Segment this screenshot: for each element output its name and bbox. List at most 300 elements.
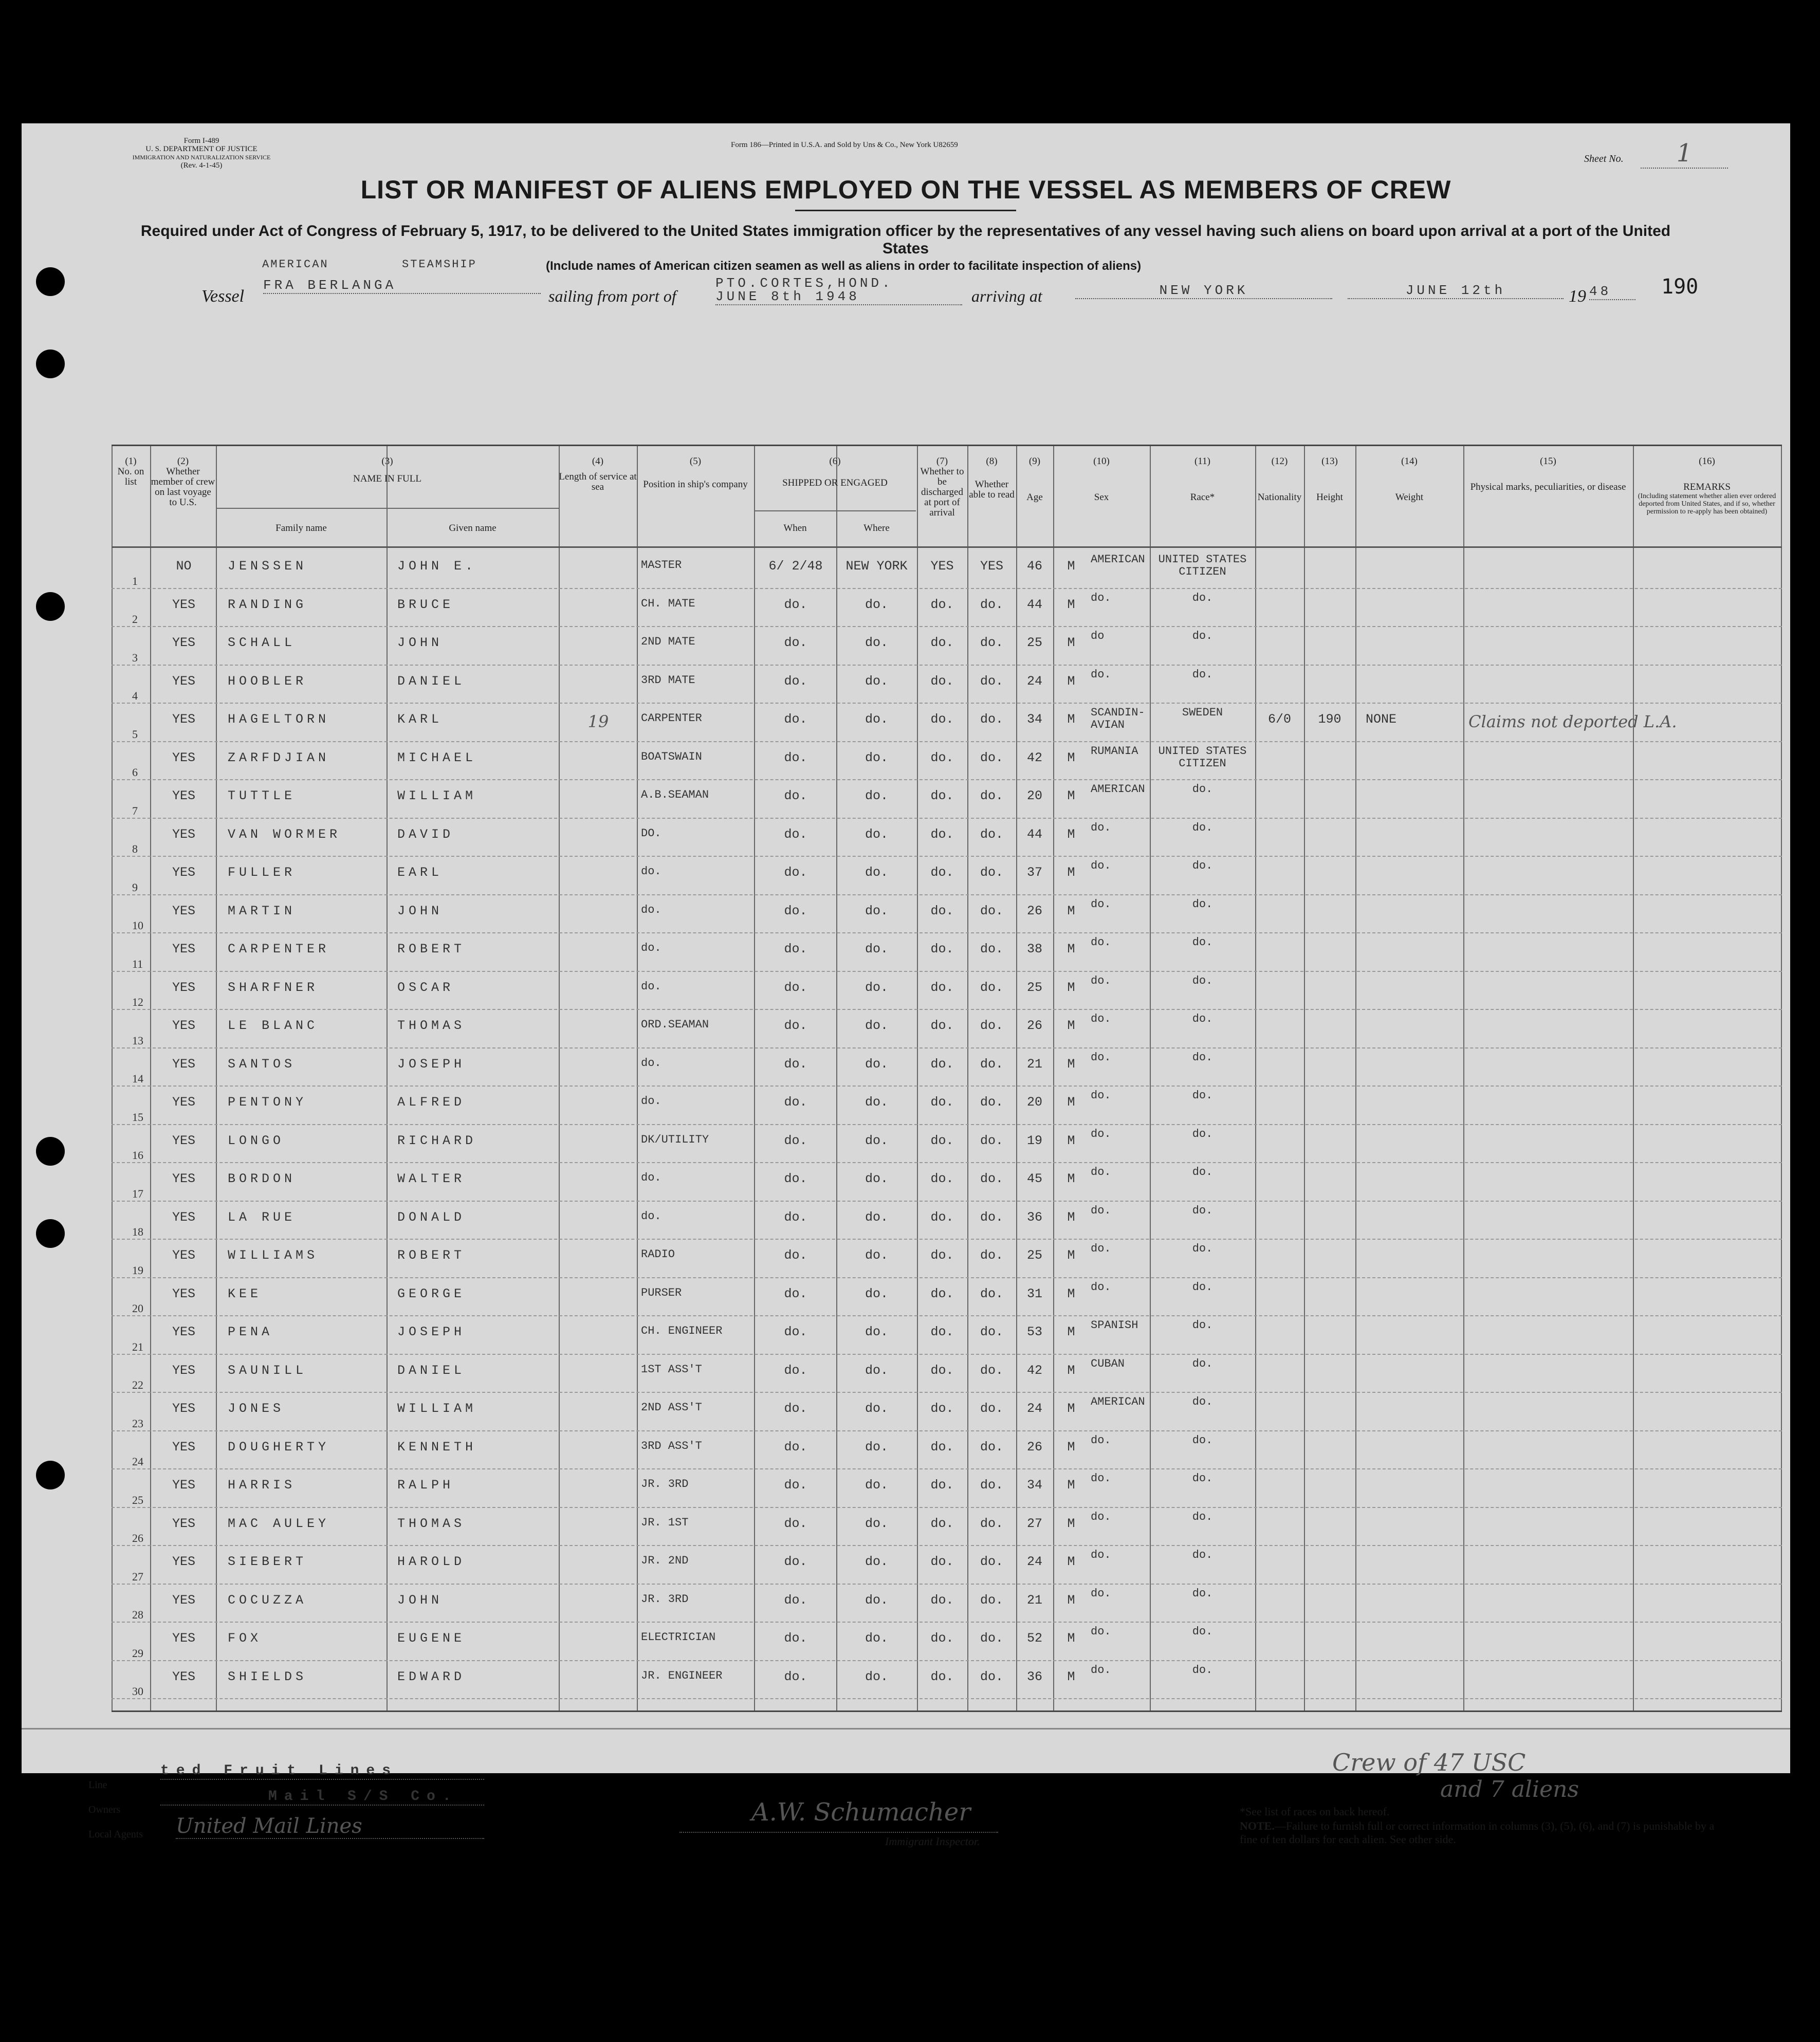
cell-where: do. xyxy=(865,826,888,842)
cell-family: VAN WORMER xyxy=(228,826,341,842)
cell-when: do. xyxy=(784,1324,807,1339)
cell-dis: do. xyxy=(930,980,954,995)
cell-dis: do. xyxy=(930,1133,954,1148)
cell-pos: CARPENTER xyxy=(641,712,702,725)
header-given-name: Given name xyxy=(449,523,497,534)
cell-family: JENSSEN xyxy=(228,559,307,574)
cell-nat: do. xyxy=(1192,630,1213,642)
cell-nat: do. xyxy=(1192,1510,1213,1523)
cell-given: WILLIAM xyxy=(397,788,477,803)
header-where: Where xyxy=(863,523,890,534)
cell-when: do. xyxy=(784,1478,807,1493)
cell-svc: 19 xyxy=(587,712,609,731)
row-number: 1 xyxy=(132,574,138,587)
cell-family: DOUGHERTY xyxy=(228,1439,330,1455)
cell-race: do. xyxy=(1091,1051,1111,1064)
cell-where: do. xyxy=(865,1554,888,1569)
cell-nat: do. xyxy=(1192,1051,1213,1064)
cell-sex: M xyxy=(1067,865,1075,880)
row-number: 6 xyxy=(132,766,138,779)
cell-dis: do. xyxy=(930,1592,954,1608)
header-col-5: (5) Position in ship's company xyxy=(643,456,748,490)
cell-when: do. xyxy=(784,1401,807,1416)
cell-read: do. xyxy=(980,1439,1003,1455)
cell-dis: do. xyxy=(930,1018,954,1033)
cell-age: 34 xyxy=(1026,712,1042,727)
cell-given: WALTER xyxy=(397,1171,466,1186)
cell-age: 46 xyxy=(1026,559,1042,574)
col-border xyxy=(1255,446,1256,1710)
row-number: 27 xyxy=(132,1570,143,1583)
header-col-7: (7) Whether to be discharged at port of arrival xyxy=(920,456,964,518)
cell-when: do. xyxy=(784,1056,807,1072)
row-number: 5 xyxy=(132,727,138,741)
cell-dis: do. xyxy=(930,903,954,918)
cell-given: JOHN xyxy=(397,903,443,918)
cell-where: do. xyxy=(865,673,888,689)
header-col-16: (16) REMARKS (Including statement whether alien ever ordered deported from United States, and if so, whether permission to re-apply has been obtained) xyxy=(1638,456,1776,516)
cell-where: do. xyxy=(865,903,888,918)
cell-age: 20 xyxy=(1026,788,1042,803)
cell-family: COCUZZA xyxy=(228,1592,307,1608)
cell-sex: M xyxy=(1067,1554,1075,1569)
footer-divider xyxy=(22,1728,1790,1730)
cell-when: do. xyxy=(784,1171,807,1186)
cell-pos: do. xyxy=(641,1056,661,1070)
header-col-2: (2) Whether member of crew on last voyage to U.S. xyxy=(151,456,215,508)
cell-sex: M xyxy=(1067,1018,1075,1033)
vessel-flag: AMERICAN xyxy=(262,258,329,271)
cell-sex: M xyxy=(1067,1286,1075,1301)
cell-marks: NONE xyxy=(1366,712,1397,727)
header-col-15: (15) Physical marks, peculiarities, or disease xyxy=(1470,456,1626,492)
cell-dis: do. xyxy=(930,1478,954,1493)
row-number: 23 xyxy=(132,1416,143,1430)
cell-given: KARL xyxy=(397,712,443,727)
cell-given: JOHN xyxy=(397,1592,443,1608)
cell-where: do. xyxy=(865,1209,888,1225)
cell-when: do. xyxy=(784,1669,807,1684)
cell-given: DANIEL xyxy=(397,673,466,689)
cell-read: do. xyxy=(980,942,1003,956)
cell-sex: M xyxy=(1067,673,1075,689)
cell-dis: do. xyxy=(930,597,954,612)
row-number: 7 xyxy=(132,804,138,817)
cell-sex: M xyxy=(1067,942,1075,956)
cell-where: do. xyxy=(865,1324,888,1339)
col-border xyxy=(1781,446,1782,1710)
row-number: 8 xyxy=(132,842,138,855)
cell-crew: YES xyxy=(172,903,195,918)
cell-race: do. xyxy=(1091,1663,1111,1677)
cell-read: do. xyxy=(980,750,1003,765)
row-divider xyxy=(112,1086,1782,1087)
cell-read: do. xyxy=(980,1631,1003,1646)
cell-where: do. xyxy=(865,1056,888,1072)
row-number: 28 xyxy=(132,1608,143,1621)
cell-pos: ORD.SEAMAN xyxy=(641,1018,709,1031)
sailing-label: sailing from port of xyxy=(548,287,676,305)
cell-race: do. xyxy=(1091,897,1111,911)
row-divider xyxy=(112,1239,1782,1240)
cell-age: 24 xyxy=(1026,673,1042,689)
cell-pos: do. xyxy=(641,865,661,878)
cell-pos: do. xyxy=(641,942,661,954)
row-divider xyxy=(112,894,1782,895)
header-col-8: (8) Whether able to read xyxy=(969,456,1015,500)
cell-pos: CH. ENGINEER xyxy=(641,1324,723,1337)
cell-nat: do. xyxy=(1192,1319,1213,1332)
cell-dis: do. xyxy=(930,1439,954,1455)
cell-family: HARRIS xyxy=(228,1478,296,1493)
cell-race: do. xyxy=(1091,1433,1111,1447)
cell-sex: M xyxy=(1067,1669,1075,1684)
header-col-6: (6) SHIPPED OR ENGAGED xyxy=(782,456,888,488)
cell-given: ROBERT xyxy=(397,942,466,956)
cell-age: 26 xyxy=(1026,1018,1042,1033)
cell-family: SANTOS xyxy=(228,1056,296,1072)
cell-race: do. xyxy=(1091,1280,1111,1294)
cell-sex: M xyxy=(1067,1478,1075,1493)
cell-dis: do. xyxy=(930,750,954,765)
cell-read: do. xyxy=(980,788,1003,803)
cell-crew: YES xyxy=(172,865,195,880)
cell-age: 24 xyxy=(1026,1554,1042,1569)
cell-where: do. xyxy=(865,942,888,956)
cell-sex: M xyxy=(1067,1209,1075,1225)
cell-given: JOSEPH xyxy=(397,1056,466,1072)
title-underline xyxy=(795,210,1016,211)
cell-given: RICHARD xyxy=(397,1133,477,1148)
cell-race: do. xyxy=(1091,668,1111,681)
col-border xyxy=(150,446,151,1710)
cell-dis: do. xyxy=(930,1554,954,1569)
cell-crew: YES xyxy=(172,1286,195,1301)
cell-read: do. xyxy=(980,597,1003,612)
cell-where: do. xyxy=(865,1478,888,1493)
cell-when: do. xyxy=(784,1248,807,1263)
cell-pos: ELECTRICIAN xyxy=(641,1631,716,1644)
cell-read: do. xyxy=(980,1248,1003,1263)
cell-age: 45 xyxy=(1026,1171,1042,1186)
row-divider xyxy=(112,703,1782,704)
cell-pos: PURSER xyxy=(641,1286,682,1299)
cell-family: PENTONY xyxy=(228,1095,307,1110)
cell-where: do. xyxy=(865,1363,888,1378)
cell-family: PENA xyxy=(228,1324,273,1339)
cell-crew: YES xyxy=(172,712,195,727)
cell-pos: RADIO xyxy=(641,1248,675,1261)
header-col-4: (4) Length of service at sea xyxy=(559,456,637,492)
cell-pos: 3RD ASS'T xyxy=(641,1439,702,1452)
cell-given: JOHN xyxy=(397,635,443,650)
cell-remarks: Claims not deported L.A. xyxy=(1468,712,1677,731)
cell-read: do. xyxy=(980,1286,1003,1301)
cell-age: 44 xyxy=(1026,597,1042,612)
cell-dis: do. xyxy=(930,865,954,880)
col-border xyxy=(1633,446,1634,1710)
cell-given: ALFRED xyxy=(397,1095,466,1110)
cell-dis: do. xyxy=(930,942,954,956)
cell-race: do. xyxy=(1091,859,1111,872)
cell-given: BRUCE xyxy=(397,597,454,612)
cell-age: 31 xyxy=(1026,1286,1042,1301)
cell-dis: do. xyxy=(930,712,954,727)
cell-dis: do. xyxy=(930,1171,954,1186)
cell-sex: M xyxy=(1067,1056,1075,1072)
arrival-date: JUNE 12th xyxy=(1348,283,1564,299)
col-border xyxy=(637,446,638,1710)
row-divider xyxy=(112,741,1782,742)
cell-crew: YES xyxy=(172,788,195,803)
row-number: 2 xyxy=(132,613,138,626)
cell-when: do. xyxy=(784,942,807,956)
cell-read: do. xyxy=(980,1018,1003,1033)
arrival-port: NEW YORK xyxy=(1075,283,1332,299)
cell-pos: DK/UTILITY xyxy=(641,1133,709,1146)
cell-read: do. xyxy=(980,1516,1003,1531)
cell-when: do. xyxy=(784,1554,807,1569)
row-number: 26 xyxy=(132,1532,143,1544)
header-col-9: (9) Age xyxy=(1026,456,1043,503)
cell-given: EDWARD xyxy=(397,1669,466,1684)
cell-crew: YES xyxy=(172,1669,195,1684)
cell-age: 36 xyxy=(1026,1209,1042,1225)
cell-read: do. xyxy=(980,1554,1003,1569)
cell-when: do. xyxy=(784,980,807,995)
cell-when: do. xyxy=(784,1286,807,1301)
agents-value: United Mail Lines xyxy=(176,1814,484,1839)
cell-family: SHARFNER xyxy=(228,980,319,995)
cell-race: RUMANIA xyxy=(1091,744,1138,758)
cell-dis: do. xyxy=(930,1056,954,1072)
cell-where: do. xyxy=(865,1171,888,1186)
cell-crew: YES xyxy=(172,597,195,612)
cell-where: do. xyxy=(865,1631,888,1646)
cell-given: EARL xyxy=(397,865,443,880)
cell-when: do. xyxy=(784,826,807,842)
cell-given: DONALD xyxy=(397,1209,466,1225)
cell-when: do. xyxy=(784,865,807,880)
cell-age: 26 xyxy=(1026,903,1042,918)
races-note: *See list of races on back hereof. xyxy=(1240,1805,1390,1818)
cell-when: do. xyxy=(784,1439,807,1455)
row-number: 24 xyxy=(132,1455,143,1468)
cell-crew: YES xyxy=(172,1363,195,1378)
cell-given: GEORGE xyxy=(397,1286,466,1301)
cell-crew: YES xyxy=(172,1516,195,1531)
header-col-14: (14) Weight xyxy=(1395,456,1424,503)
header-when: When xyxy=(783,523,807,534)
cell-nat: do. xyxy=(1192,1013,1213,1025)
cell-race: do. xyxy=(1091,974,1111,987)
cell-age: 53 xyxy=(1026,1324,1042,1339)
cell-where: NEW YORK xyxy=(845,559,908,574)
cell-nat: UNITED STATES CITIZEN xyxy=(1158,744,1247,770)
cell-family: FULLER xyxy=(228,865,296,880)
cell-pos: 2ND ASS'T xyxy=(641,1401,702,1414)
cell-crew: YES xyxy=(172,1631,195,1646)
row-divider xyxy=(112,1009,1782,1010)
cell-race: AMERICAN xyxy=(1091,1395,1145,1408)
cell-age: 36 xyxy=(1026,1669,1042,1684)
punch-hole xyxy=(36,1219,65,1248)
cell-dis: do. xyxy=(930,826,954,842)
agents-label: Local Agents xyxy=(88,1829,143,1840)
cell-given: EUGENE xyxy=(397,1631,466,1646)
row-divider xyxy=(112,626,1782,627)
cell-nat: do. xyxy=(1192,1204,1213,1217)
row-number: 16 xyxy=(132,1149,143,1162)
cell-given: JOSEPH xyxy=(397,1324,466,1339)
cell-wt: 190 xyxy=(1318,712,1341,727)
cell-dis: do. xyxy=(930,1324,954,1339)
cell-when: do. xyxy=(784,1209,807,1225)
row-number: 12 xyxy=(132,996,143,1008)
cell-read: do. xyxy=(980,1669,1003,1684)
line-value: ted Fruit Lines xyxy=(160,1763,484,1780)
cell-where: do. xyxy=(865,1669,888,1684)
cell-given: THOMAS xyxy=(397,1516,466,1531)
cell-family: MARTIN xyxy=(228,903,296,918)
cell-nat: do. xyxy=(1192,1280,1213,1294)
form-number: Form I-489 xyxy=(183,137,219,145)
cell-family: FOX xyxy=(228,1631,262,1646)
cell-race: do. xyxy=(1091,1510,1111,1523)
cell-given: JOHN E. xyxy=(397,559,477,574)
cell-sex: M xyxy=(1067,788,1075,803)
cell-pos: JR. 2ND xyxy=(641,1554,689,1567)
cell-when: do. xyxy=(784,1516,807,1531)
cell-read: do. xyxy=(980,865,1003,880)
cell-nat: do. xyxy=(1192,859,1213,872)
cell-when: do. xyxy=(784,673,807,689)
header-divider xyxy=(754,510,916,511)
header-family-name: Family name xyxy=(275,523,327,534)
subtitle: Required under Act of Congress of February 5, 1917, to be delivered to the United States immigration officer by the representatives of any vessel having such aliens on board upon arrival at a port of the United States xyxy=(140,223,1671,257)
cell-nat: do. xyxy=(1192,821,1213,834)
cell-dis: do. xyxy=(930,1363,954,1378)
vessel-type: STEAMSHIP xyxy=(402,258,477,271)
cell-nat: do. xyxy=(1192,974,1213,987)
cell-family: ZARFDJIAN xyxy=(228,750,330,765)
row-divider xyxy=(112,932,1782,933)
cell-age: 25 xyxy=(1026,1248,1042,1263)
cell-family: MAC AULEY xyxy=(228,1516,330,1531)
cell-dis: do. xyxy=(930,1248,954,1263)
cell-where: do. xyxy=(865,865,888,880)
row-divider xyxy=(112,1277,1782,1278)
cell-race: do. xyxy=(1091,1587,1111,1600)
cell-crew: YES xyxy=(172,1095,195,1110)
row-number: 19 xyxy=(132,1263,143,1277)
cell-pos: do. xyxy=(641,1171,661,1184)
cell-read: do. xyxy=(980,712,1003,727)
cell-crew: YES xyxy=(172,1439,195,1455)
cell-given: MICHAEL xyxy=(397,750,477,765)
cell-read: do. xyxy=(980,1056,1003,1072)
cell-dis: do. xyxy=(930,1286,954,1301)
cell-crew: YES xyxy=(172,1133,195,1148)
cell-sex: M xyxy=(1067,1401,1075,1416)
cell-pos: 1ST ASS'T xyxy=(641,1363,702,1376)
cell-when: do. xyxy=(784,1592,807,1608)
cell-sex: M xyxy=(1067,980,1075,995)
owners-value: Mail S/S Co. xyxy=(160,1789,484,1806)
cell-dis: do. xyxy=(930,635,954,650)
crew-table xyxy=(112,445,1782,1712)
row-divider xyxy=(112,1622,1782,1623)
cell-sex: M xyxy=(1067,1439,1075,1455)
vessel-label: Vessel xyxy=(201,287,245,306)
cell-where: do. xyxy=(865,1286,888,1301)
cell-age: 44 xyxy=(1026,826,1042,842)
row-divider xyxy=(112,1660,1782,1661)
cell-given: KENNETH xyxy=(397,1439,477,1455)
cell-crew: YES xyxy=(172,942,195,956)
cell-crew: YES xyxy=(172,673,195,689)
cell-when: do. xyxy=(784,635,807,650)
row-number: 25 xyxy=(132,1493,143,1506)
punch-hole xyxy=(36,267,65,296)
header-col-3: (3) NAME IN FULL xyxy=(353,456,421,484)
row-divider xyxy=(112,1201,1782,1202)
cell-read: do. xyxy=(980,903,1003,918)
cell-nat: do. xyxy=(1192,783,1213,796)
cell-family: LA RUE xyxy=(228,1209,296,1225)
row-number: 4 xyxy=(132,689,138,702)
cell-given: OSCAR xyxy=(397,980,454,995)
cell-age: 37 xyxy=(1026,865,1042,880)
cell-given: DAVID xyxy=(397,826,454,842)
cell-age: 21 xyxy=(1026,1592,1042,1608)
cell-pos: A.B.SEAMAN xyxy=(641,788,709,801)
cell-race: do. xyxy=(1091,1166,1111,1179)
cell-crew: NO xyxy=(176,559,192,574)
cell-crew: YES xyxy=(172,1401,195,1416)
cell-race: do. xyxy=(1091,591,1111,604)
cell-race: do. xyxy=(1091,1625,1111,1638)
punch-hole xyxy=(36,1461,65,1489)
revision: (Rev. 4-1-45) xyxy=(180,161,223,170)
cell-age: 26 xyxy=(1026,1439,1042,1455)
cell-when: do. xyxy=(784,750,807,765)
cell-crew: YES xyxy=(172,1248,195,1263)
cell-when: do. xyxy=(784,597,807,612)
cell-pos: JR. 3RD xyxy=(641,1478,689,1491)
cell-read: do. xyxy=(980,1095,1003,1110)
header-bottom xyxy=(112,546,1782,548)
row-number: 3 xyxy=(132,651,138,664)
col-border xyxy=(559,446,560,1710)
cell-age: 20 xyxy=(1026,1095,1042,1110)
service: IMMIGRATION AND NATURALIZATION SERVICE xyxy=(132,154,271,161)
from-port: PTO.CORTES,HOND. xyxy=(715,275,893,291)
cell-nat: do. xyxy=(1192,591,1213,604)
cell-dis: do. xyxy=(930,1401,954,1416)
cell-race: do. xyxy=(1091,1549,1111,1561)
cell-read: do. xyxy=(980,1133,1003,1148)
row-divider xyxy=(112,779,1782,780)
cell-family: SIEBERT xyxy=(228,1554,307,1569)
sheet-number: 1 xyxy=(1641,139,1728,169)
row-number: 13 xyxy=(132,1034,143,1047)
row-divider xyxy=(112,856,1782,857)
cell-dis: do. xyxy=(930,1095,954,1110)
row-number: 21 xyxy=(132,1340,143,1353)
arrival-year: 48 xyxy=(1589,284,1635,300)
cell-race: do. xyxy=(1091,1013,1111,1025)
